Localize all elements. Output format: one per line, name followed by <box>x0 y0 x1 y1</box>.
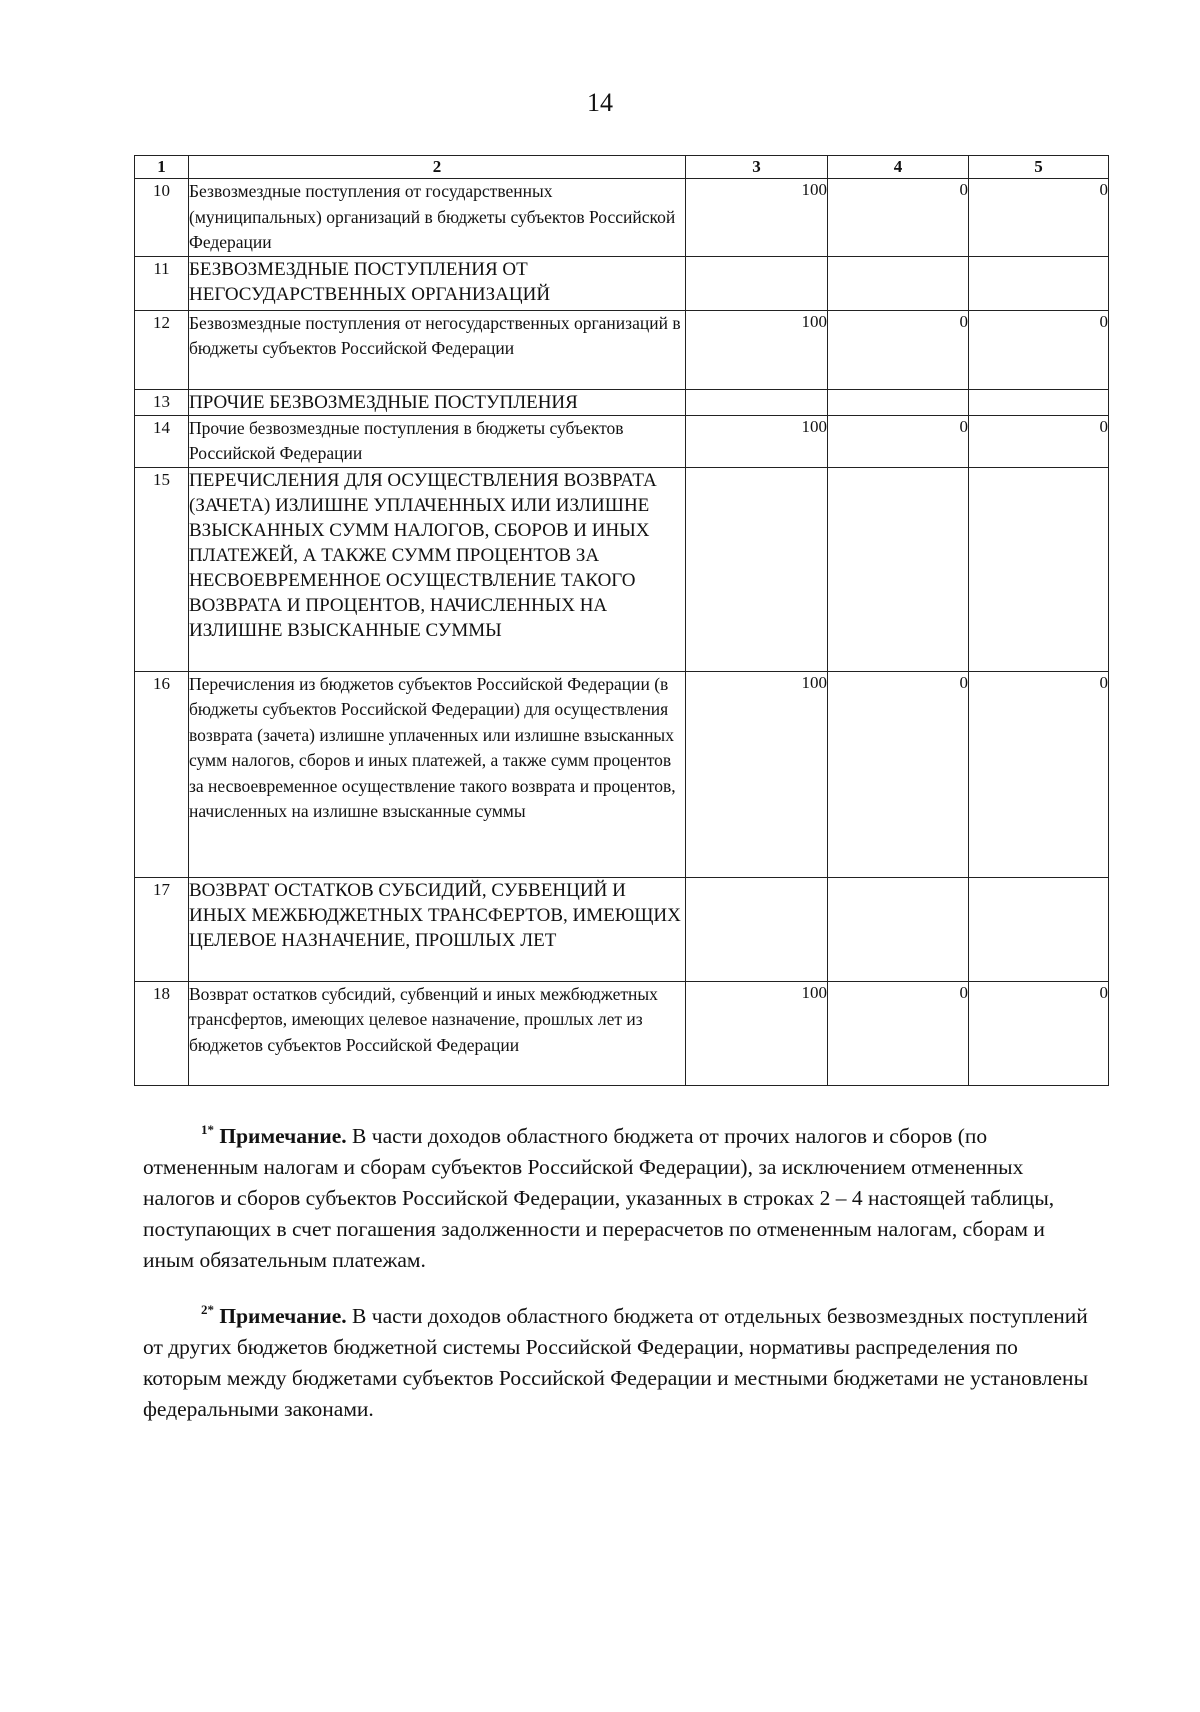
row-name: БЕЗВОЗМЕЗДНЫЕ ПОСТУПЛЕНИЯ ОТ НЕГОСУДАРСТВЕННЫХ ОРГАНИЗАЦИЙ <box>189 256 686 310</box>
row-name: ПРОЧИЕ БЕЗВОЗМЕЗДНЫЕ ПОСТУПЛЕНИЯ <box>189 389 686 415</box>
header-col-5: 5 <box>969 156 1109 179</box>
table-header-row <box>135 156 1109 179</box>
row-name: ПЕРЕЧИСЛЕНИЯ ДЛЯ ОСУЩЕСТВЛЕНИЯ ВОЗВРАТА (ЗАЧЕТА) ИЗЛИШНЕ УПЛАЧЕННЫХ ИЛИ ИЗЛИШНЕ ВЗЫСКАННЫХ СУММ НАЛОГОВ, СБОРОВ И ИНЫХ ПЛАТЕЖЕЙ, А ТАКЖЕ СУММ ПРОЦЕНТОВ ЗА НЕСВОЕВРЕМЕННОЕ ОСУЩЕСТВЛЕНИЕ ТАКОГО ВОЗВРАТА И ПРОЦЕНТОВ, НАЧИСЛЕННЫХ НА ИЗЛИШНЕ ВЗЫСКАННЫЕ СУММЫ <box>189 467 686 671</box>
row-number: 10 <box>135 179 189 257</box>
row-number: 17 <box>135 877 189 981</box>
table-row <box>135 467 1109 671</box>
note-1-text: В части доходов областного бюджета от прочих налогов и сборов (по отмененным налогам и сборам субъектов Российской Федерации), за исключением отмененных налогов и сборов субъектов Российской Федерации, указанных в строках 2 – 4 настоящей таблицы, поступающих в счет погашения задолженности и перерасчетов по отмененным налогам, сборам и иным обязательным платежам. <box>143 1124 1055 1272</box>
row-number: 12 <box>135 310 189 389</box>
row-col-5: 0 <box>969 179 1109 257</box>
table-row <box>135 389 1109 415</box>
row-number: 11 <box>135 256 189 310</box>
row-col-4: 0 <box>828 981 969 1085</box>
row-name: ВОЗВРАТ ОСТАТКОВ СУБСИДИЙ, СУБВЕНЦИЙ И ИНЫХ МЕЖБЮДЖЕТНЫХ ТРАНСФЕРТОВ, ИМЕЮЩИХ ЦЕЛЕВОЕ НАЗНАЧЕНИЕ, ПРОШЛЫХ ЛЕТ <box>189 877 686 981</box>
table-row <box>135 671 1109 877</box>
note-2-text: В части доходов областного бюджета от отдельных безвозмездных поступлений от других бюджетов бюджетной системы Российской Федерации, нормативы распределения по которым между бюджетами субъектов Российской Федерации и местными бюджетами не установлены федеральными законами. <box>143 1304 1089 1421</box>
row-name: Прочие безвозмездные поступления в бюджеты субъектов Российской Федерации <box>189 415 686 467</box>
header-col-4: 4 <box>828 156 969 179</box>
row-col-3 <box>686 467 828 671</box>
table-row <box>135 415 1109 467</box>
note-2-title: Примечание. <box>219 1304 347 1328</box>
row-col-3: 100 <box>686 310 828 389</box>
row-col-4: 0 <box>828 415 969 467</box>
note-1-marker: 1* <box>201 1122 214 1137</box>
row-col-3: 100 <box>686 671 828 877</box>
row-col-3 <box>686 877 828 981</box>
row-col-5: 0 <box>969 671 1109 877</box>
note-1-title: Примечание. <box>219 1124 347 1148</box>
table-row <box>135 179 1109 257</box>
row-col-5 <box>969 389 1109 415</box>
header-col-2: 2 <box>189 156 686 179</box>
row-name: Безвозмездные поступления от негосударственных организаций в бюджеты субъектов Российской Федерации <box>189 310 686 389</box>
table-row <box>135 981 1109 1085</box>
row-name: Перечисления из бюджетов субъектов Российской Федерации (в бюджеты субъектов Российской Федерации) для осуществления возврата (зачета) излишне уплаченных или излишне взысканных сумм налогов, сборов и иных платежей, а также сумм процентов за несвоевременное осуществление такого возврата и процентов, начисленных на излишне взысканные суммы <box>189 671 686 877</box>
page-number: 14 <box>587 88 613 117</box>
header-col-3: 3 <box>686 156 828 179</box>
row-name: Безвозмездные поступления от государственных (муниципальных) организаций в бюджеты субъектов Российской Федерации <box>189 179 686 257</box>
note-2-marker: 2* <box>201 1302 214 1317</box>
row-col-4 <box>828 877 969 981</box>
row-col-4 <box>828 389 969 415</box>
row-name: Возврат остатков субсидий, субвенций и иных межбюджетных трансфертов, имеющих целевое назначение, прошлых лет из бюджетов субъектов Российской Федерации <box>189 981 686 1085</box>
row-col-3: 100 <box>686 415 828 467</box>
note-1 <box>143 1114 1093 1276</box>
row-col-4: 0 <box>828 179 969 257</box>
row-col-4 <box>828 256 969 310</box>
row-col-5 <box>969 877 1109 981</box>
notes-section <box>143 1114 1093 1443</box>
row-col-4: 0 <box>828 671 969 877</box>
row-col-5 <box>969 467 1109 671</box>
row-col-5 <box>969 256 1109 310</box>
table-row <box>135 877 1109 981</box>
row-number: 18 <box>135 981 189 1085</box>
row-col-3 <box>686 256 828 310</box>
row-number: 14 <box>135 415 189 467</box>
row-col-4: 0 <box>828 310 969 389</box>
header-col-1: 1 <box>135 156 189 179</box>
row-number: 15 <box>135 467 189 671</box>
row-number: 16 <box>135 671 189 877</box>
row-col-5: 0 <box>969 415 1109 467</box>
row-col-3: 100 <box>686 981 828 1085</box>
row-col-5: 0 <box>969 310 1109 389</box>
row-col-3: 100 <box>686 179 828 257</box>
table-row <box>135 310 1109 389</box>
row-col-3 <box>686 389 828 415</box>
table-row <box>135 256 1109 310</box>
row-col-5: 0 <box>969 981 1109 1085</box>
note-2 <box>143 1294 1093 1425</box>
row-number: 13 <box>135 389 189 415</box>
row-col-4 <box>828 467 969 671</box>
revenue-table <box>134 155 1109 1086</box>
